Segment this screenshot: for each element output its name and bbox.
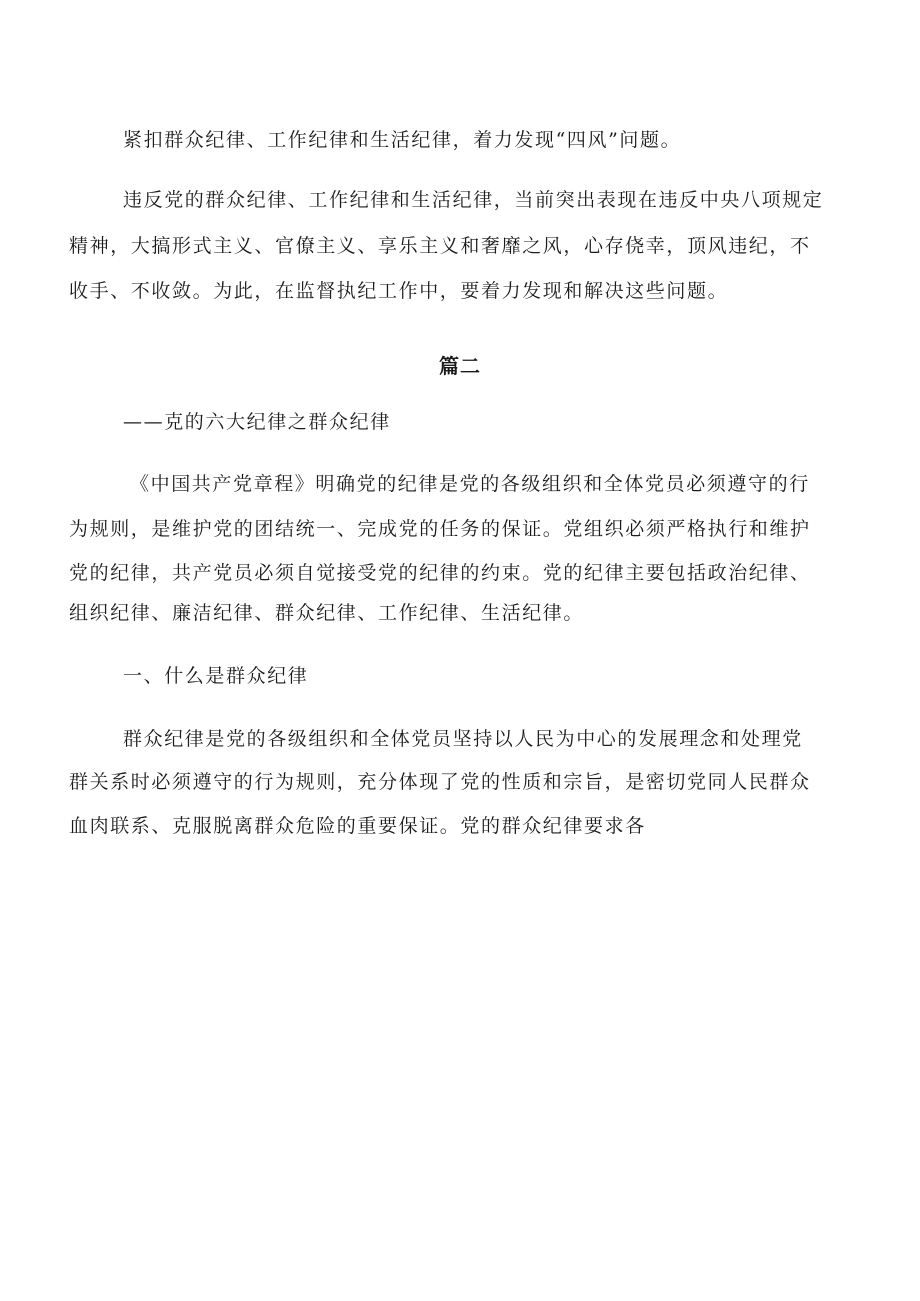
paragraph-charter-line-2: 为规则，是维护党的团结统一、完成党的任务的保证。党组织必须严格执行和维护	[69, 518, 811, 540]
section-title: 篇二	[439, 354, 481, 378]
paragraph-charter-line-4: 组织纪律、廉洁纪律、群众纪律、工作纪律、生活纪律。	[69, 602, 585, 624]
paragraph-intro-line-1: 紧扣群众纪律、工作纪律和生活纪律，着力发现“四风”问题。	[123, 129, 682, 151]
paragraph-charter-line-1: 《中国共产党章程》明确党的纪律是党的各级组织和全体党员必须遵守的行	[130, 473, 810, 495]
heading-what-is-mass-discipline: 一、什么是群众纪律	[123, 665, 309, 687]
paragraph-definition-line-3: 血肉联系、克服脱离群众危险的重要保证。党的群众纪律要求各	[69, 815, 646, 837]
paragraph-violations-line-1: 违反党的群众纪律、工作纪律和生活纪律，当前突出表现在违反中央八项规定	[123, 189, 824, 211]
paragraph-definition-line-2: 群关系时必须遵守的行为规则，充分体现了党的性质和宗旨，是密切党同人民群众	[69, 771, 811, 793]
section-subtitle: ——克的六大纪律之群众纪律	[123, 411, 391, 433]
paragraph-definition-line-1: 群众纪律是党的各级组织和全体党员坚持以人民为中心的发展理念和处理党	[123, 728, 803, 750]
paragraph-violations-line-3: 收手、不收敛。为此，在监督执纪工作中，要着力发现和解决这些问题。	[69, 280, 729, 302]
paragraph-violations-line-2: 精神，大搞形式主义、官僚主义、享乐主义和奢靡之风，心存侥幸，顶风违纪，不	[69, 235, 811, 257]
paragraph-charter-line-3: 党的纪律，共产党员必须自觉接受党的纪律的约束。党的纪律主要包括政治纪律、	[69, 562, 811, 584]
